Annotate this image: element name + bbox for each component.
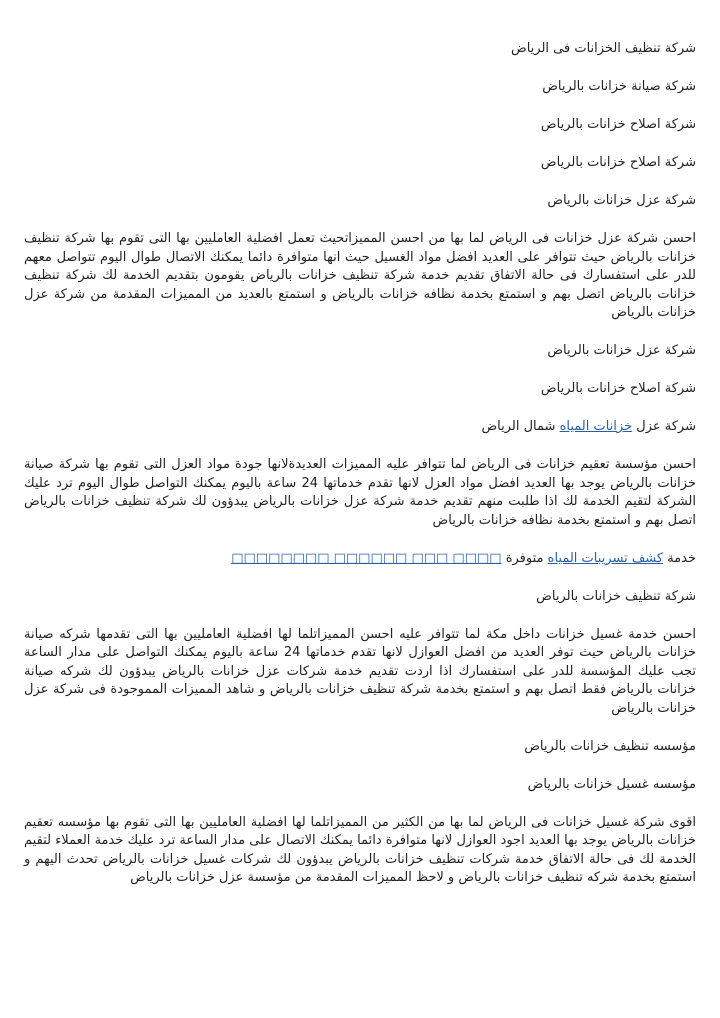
heading-institution-washing: مؤسسه غسيل خزانات بالرياض bbox=[527, 776, 696, 792]
leak-detection-line bbox=[24, 550, 696, 569]
heading-institution-cleaning: مؤسسه تنظيف خزانات بالرياض bbox=[524, 738, 696, 754]
unrendered-link[interactable]: □□□□ □□□ □□□□□□ □□□□□□□□ bbox=[231, 550, 502, 566]
heading-tank-repair-2: شركة اصلاح خزانات بالرياض bbox=[540, 155, 696, 170]
line-text-start: خدمة bbox=[663, 550, 696, 566]
heading-tank-repair: شركة اصلاح خزانات بالرياض bbox=[540, 117, 696, 132]
heading-tank-maintenance: شركة صيانة خزانات بالرياض bbox=[542, 79, 696, 94]
heading-tank-repair-3: شركة اصلاح خزانات بالرياض bbox=[540, 381, 696, 396]
paragraph-strongest: اقوى شركة غسيل خزانات فى الرياض لما بها من الكثير من المميزاتلما لها افضلية العامليين بها التى تقوم بها مؤسسه تعقيم خزانات بالرياض يوجد بها العديد اجود العوازل لانها متوافرة دائما يمكنك الاتصال على مدار الساعة ترد عليك خدمة العملاء لتقيم الخدمة لك فى حالة الاتفاق خدمة شركات تنظيف خزانات بالرياض يبدؤون لك شركات غسيل خزانات بالرياض تحدث اليهم و استمتع بخدمة شركه تنظيف خزانات بالرياض و لاحظ المميزات المقدمة من مؤسسة عزل خزانات بالرياض bbox=[24, 814, 696, 885]
heading-tank-cleaning: شركة تنظيف الخزانات فى الرياض bbox=[511, 41, 696, 56]
heading-tank-insulation-2: شركة عزل خزانات بالرياض bbox=[547, 343, 696, 358]
water-tanks-link[interactable]: خزانات المياه bbox=[559, 419, 633, 434]
paragraph-insulation: احسن شركة عزل خزانات فى الرياض لما بها من احسن المميزاتحيث تعمل افضلية العامليين بها التى تقوم بها شركة تنظيف خزانات بالرياض حيث تتوافر على العديد افضل مواد الغسيل حيث انها متوافرة دائما يمكنك الاتصال طوال اليوم تتواصل معهم للدر على استفسارك فى حالة الاتفاق تقديم خدمة شركة تنظيف خزانات بالرياض يقومون بتقديم الخدمة لك شركة تنظيف خزانات بالرياض اتصل بهم و استمتع بخدمة نظافه خزانات بالرياض و استمتع بالعديد من المميزات المقدمة من شركة عزل خزانات بالرياض bbox=[24, 231, 696, 320]
heading-text-end: شمال الرياض bbox=[481, 419, 560, 434]
paragraph-washing: احسن خدمة غسيل خزانات داخل مكة لما تتوافر عليه احسن المميزاتلما لها افضلية العامليين بها التى تقدمها شركه صيانة خزانات بالرياض حيث توفر العديد من افضل العوازل لانها تقدم خدماتها 24 ساعة باليوم يمكنك التواصل على مدار الساعة تجب عليك المؤسسة للدر على استفسارك اذا اردت تقديم خدمة شركات عزل خزانات بالرياض يبدؤون لك شركه صيانة خزانات بالرياض فقط اتصل بهم و استمتع بخدمة شركة تنظيف خزانات بالرياض و شاهد المميزات المموجودة فى شركة عزل خزانات بالرياض bbox=[24, 626, 696, 716]
paragraph-sterilization: احسن مؤسسة تعقيم خزانات فى الرياض لما تتوافر عليه المميزات العديدةلانها جودة مواد العزل التى تقوم بها شركة صيانة خزانات بالرياض يوجد بها العديد افضل مواد العزل لانها تقدم خدماتها 24 ساعة باليوم يمكنك التواصل طوال اليوم ترد عليك الشركة لتقيم الخدمة لك اذا طلبت منهم تقديم خدمة شركة عزل خزانات بالرياض يبدؤون لك شركة تنظيف خزانات بالرياض اتصل بهم و استمتع بخدمة نظافه خزانات بالرياض bbox=[24, 457, 696, 528]
line-text-mid: متوفرة bbox=[501, 550, 548, 566]
leak-detection-link[interactable]: كشف تسريبات المياه bbox=[547, 550, 664, 566]
heading-north-riyadh bbox=[24, 418, 696, 437]
heading-text-start: شركة عزل bbox=[632, 419, 696, 434]
heading-tank-cleaning-2: شركة تنظيف خزانات بالرياض bbox=[536, 588, 696, 604]
heading-tank-insulation: شركة عزل خزانات بالرياض bbox=[547, 193, 696, 208]
